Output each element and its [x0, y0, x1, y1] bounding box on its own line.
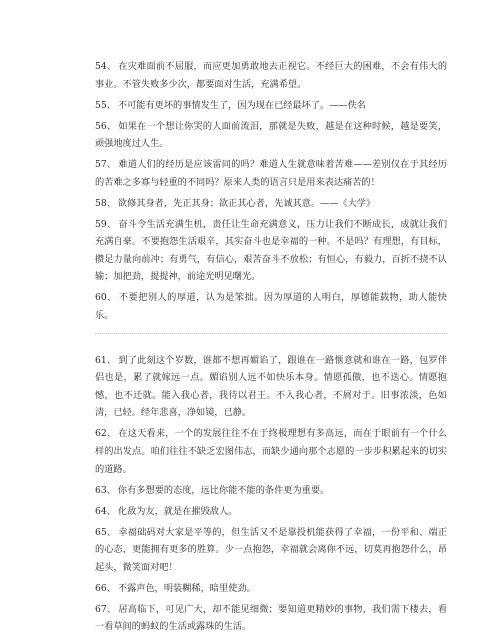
- paragraph-text: 你有多想要的态度，远比你能不能的条件更为重要。: [117, 484, 330, 496]
- paragraph-text: 不要把别人的厚道，认为是笨拙。因为厚道的人明白，厚德能载物，助人能快乐。: [95, 292, 447, 322]
- paragraph-61: [95, 352, 447, 422]
- paragraph-number: 61、: [95, 354, 117, 366]
- paragraph-text: 到了此刻这个岁数，谁都不想再媚谄了，跟谁在一路惬意就和谁在一路，包罗伴侣也是，累了就嫁远一点。媚谄别人远不如快乐本身。情愿孤傲，也不迭心。情愿抱憾，也不迁就。能入我心者，我待以君王。不入我心者，不屑对于。旧事浓淡，色如清，已轻。经年悲喜，净如镜，已静。: [95, 354, 448, 419]
- paragraph-54: [95, 58, 447, 93]
- paragraph-number: 57、: [95, 159, 117, 171]
- paragraph-text: 不露声色，明装糊稀，暗里使劲。: [117, 582, 256, 594]
- paragraph-60: [95, 289, 447, 324]
- paragraph-55: [95, 97, 447, 115]
- paragraph-number: 64、: [95, 505, 116, 517]
- paragraph-64: [95, 503, 447, 521]
- section-divider: [95, 333, 447, 335]
- paragraph-67: [95, 601, 447, 636]
- paragraph-text: 如果在一个想让你哭的人面前流泪，那就是失败，越是在这种时候，越是要笑，顽强地度过人生。: [95, 120, 448, 150]
- paragraph-text: 奋斗令生活充满生机，责任让生命充满意义，压力让我们不断成长，成就让我们充满自豪。不要抱怨生活艰辛，其实奋斗也是幸福的一种。不是吗？有理想，有目标，攒足力量向前冲；有勇气，有信心，艰苦奋斗不放松；有恒心，有毅力，百折不挠不认输；加把劲，提提神，前途光明见曙光。: [95, 218, 448, 283]
- paragraph-58: [95, 195, 447, 213]
- paragraph-number: 62、: [95, 428, 117, 440]
- paragraph-group-bottom: [95, 352, 447, 636]
- paragraph-text: 在灾难面前不屈服，而应更加勇敢地去正视它。不经巨大的困难，不会有伟大的事业。不管失败多少次，都要面对生活，充满希望。: [95, 61, 448, 90]
- paragraph-text: 在这天看来，一个的发展往往不在于终极理想有多高远，而在于眼前有一个什么样的出发点。咱们往往不缺乏宏图伟志，而缺少通向那个志愿的一步步积累起来的切实的道路。: [95, 428, 448, 475]
- paragraph-62: [95, 425, 447, 478]
- paragraph-number: 54、: [95, 61, 117, 72]
- paragraph-text: 幸福础码对大家是平等的，但生活又不是靠投机能获得了幸福，一份平和、端正的心态，更能拥有更多的胜算。少一点抱怨，幸福就会离你不远，切莫再抱怨什么，昂起头，微笑面对吧！: [95, 526, 448, 573]
- paragraph-number: 56、: [95, 120, 117, 132]
- paragraph-number: 60、: [95, 292, 117, 304]
- paragraph-text: 欲修其身者，先正其身；欲正其心者，先诚其意。——《大学》: [117, 197, 376, 209]
- paragraph-text: 难道人们的经历是应该雷同的吗？难道人生就意味着苦难——差别仅在于其经历的苦难之多寡与轻重的不同吗？原来人类的语言只是用来表达痛苦的！: [95, 159, 447, 188]
- paragraph-number: 59、: [95, 218, 117, 230]
- paragraph-text: 不可能有更坏的事情发生了，因为现在已经最坏了。——佚名: [117, 99, 366, 111]
- paragraph-number: 63、: [95, 484, 116, 496]
- paragraph-56: [95, 118, 447, 153]
- paragraph-65: [95, 524, 447, 577]
- paragraph-number: 58、: [95, 197, 116, 209]
- document-page: [95, 58, 447, 639]
- paragraph-group-top: [95, 58, 447, 325]
- paragraph-63: [95, 482, 447, 500]
- paragraph-66: [95, 580, 447, 598]
- paragraph-text: 居高临下，可见广大，却不能见细微；要知道更精妙的事物，我们需下楼去，看一看草间的蚂蚁的生活或露珠的生活。: [95, 603, 448, 633]
- paragraph-57: [95, 156, 447, 191]
- paragraph-text: 化敌为友，就是在摧毁敌人。: [117, 505, 238, 517]
- paragraph-number: 66、: [95, 582, 116, 594]
- paragraph-59: [95, 216, 447, 286]
- paragraph-number: 65、: [95, 526, 117, 538]
- paragraph-number: 67、: [95, 603, 117, 615]
- paragraph-number: 55、: [95, 99, 116, 111]
